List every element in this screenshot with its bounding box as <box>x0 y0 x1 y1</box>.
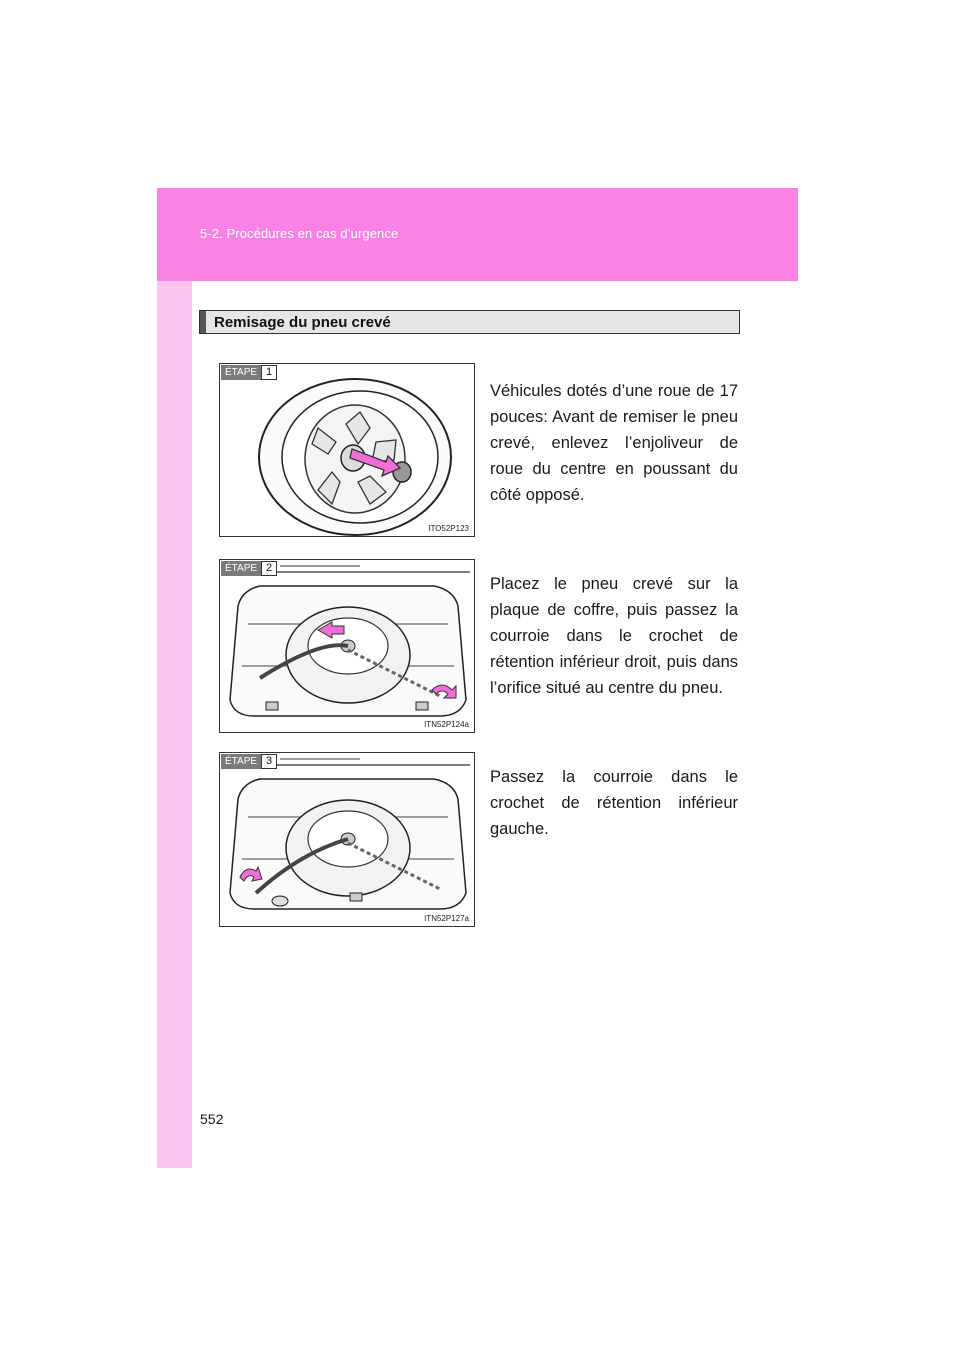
step-3-text: Passez la courroie dans le crochet de rétention inférieur gauche. <box>490 768 738 838</box>
section-heading <box>199 310 740 334</box>
step-1-tag-number: 1 <box>261 365 277 380</box>
trunk-illustration-left-hook <box>220 753 475 927</box>
step-3-tag-number: 3 <box>261 754 277 769</box>
step-1-text: Véhicules dotés d’une roue de 17 pouces: Avant de remiser le pneu crevé, enlevez l’enjoliveur de roue du centre en poussant du côté opposé. <box>490 382 738 504</box>
figure-2-code: ITN52P124a <box>424 720 469 729</box>
step-2-tag <box>221 561 277 576</box>
section-heading-bar <box>200 311 206 333</box>
breadcrumb: 5-2. Procédures en cas d’urgence <box>200 226 399 241</box>
page-number: 552 <box>200 1111 224 1127</box>
wheel-illustration <box>220 364 475 537</box>
step-2-tag-word: ÉTAPE <box>221 561 261 576</box>
trunk-illustration-right-hook <box>220 560 475 733</box>
figure-3-code: ITN52P127a <box>424 914 469 923</box>
side-tab-band <box>157 188 192 1168</box>
figure-step-2 <box>219 559 475 733</box>
step-1-tag <box>221 365 277 380</box>
step-2-text: Placez le pneu crevé sur la plaque de coffre, puis passez la courroie dans le crochet de rétention inférieur droit, puis dans l’orifice situé au centre du pneu. <box>490 575 738 697</box>
step-3-tag <box>221 754 277 769</box>
figure-step-1 <box>219 363 475 537</box>
figure-1-code: ITO52P123 <box>428 524 469 533</box>
section-title: Remisage du pneu crevé <box>214 314 391 331</box>
step-1-tag-word: ÉTAPE <box>221 365 261 380</box>
step-3-tag-word: ÉTAPE <box>221 754 261 769</box>
step-2-tag-number: 2 <box>261 561 277 576</box>
figure-step-3 <box>219 752 475 927</box>
